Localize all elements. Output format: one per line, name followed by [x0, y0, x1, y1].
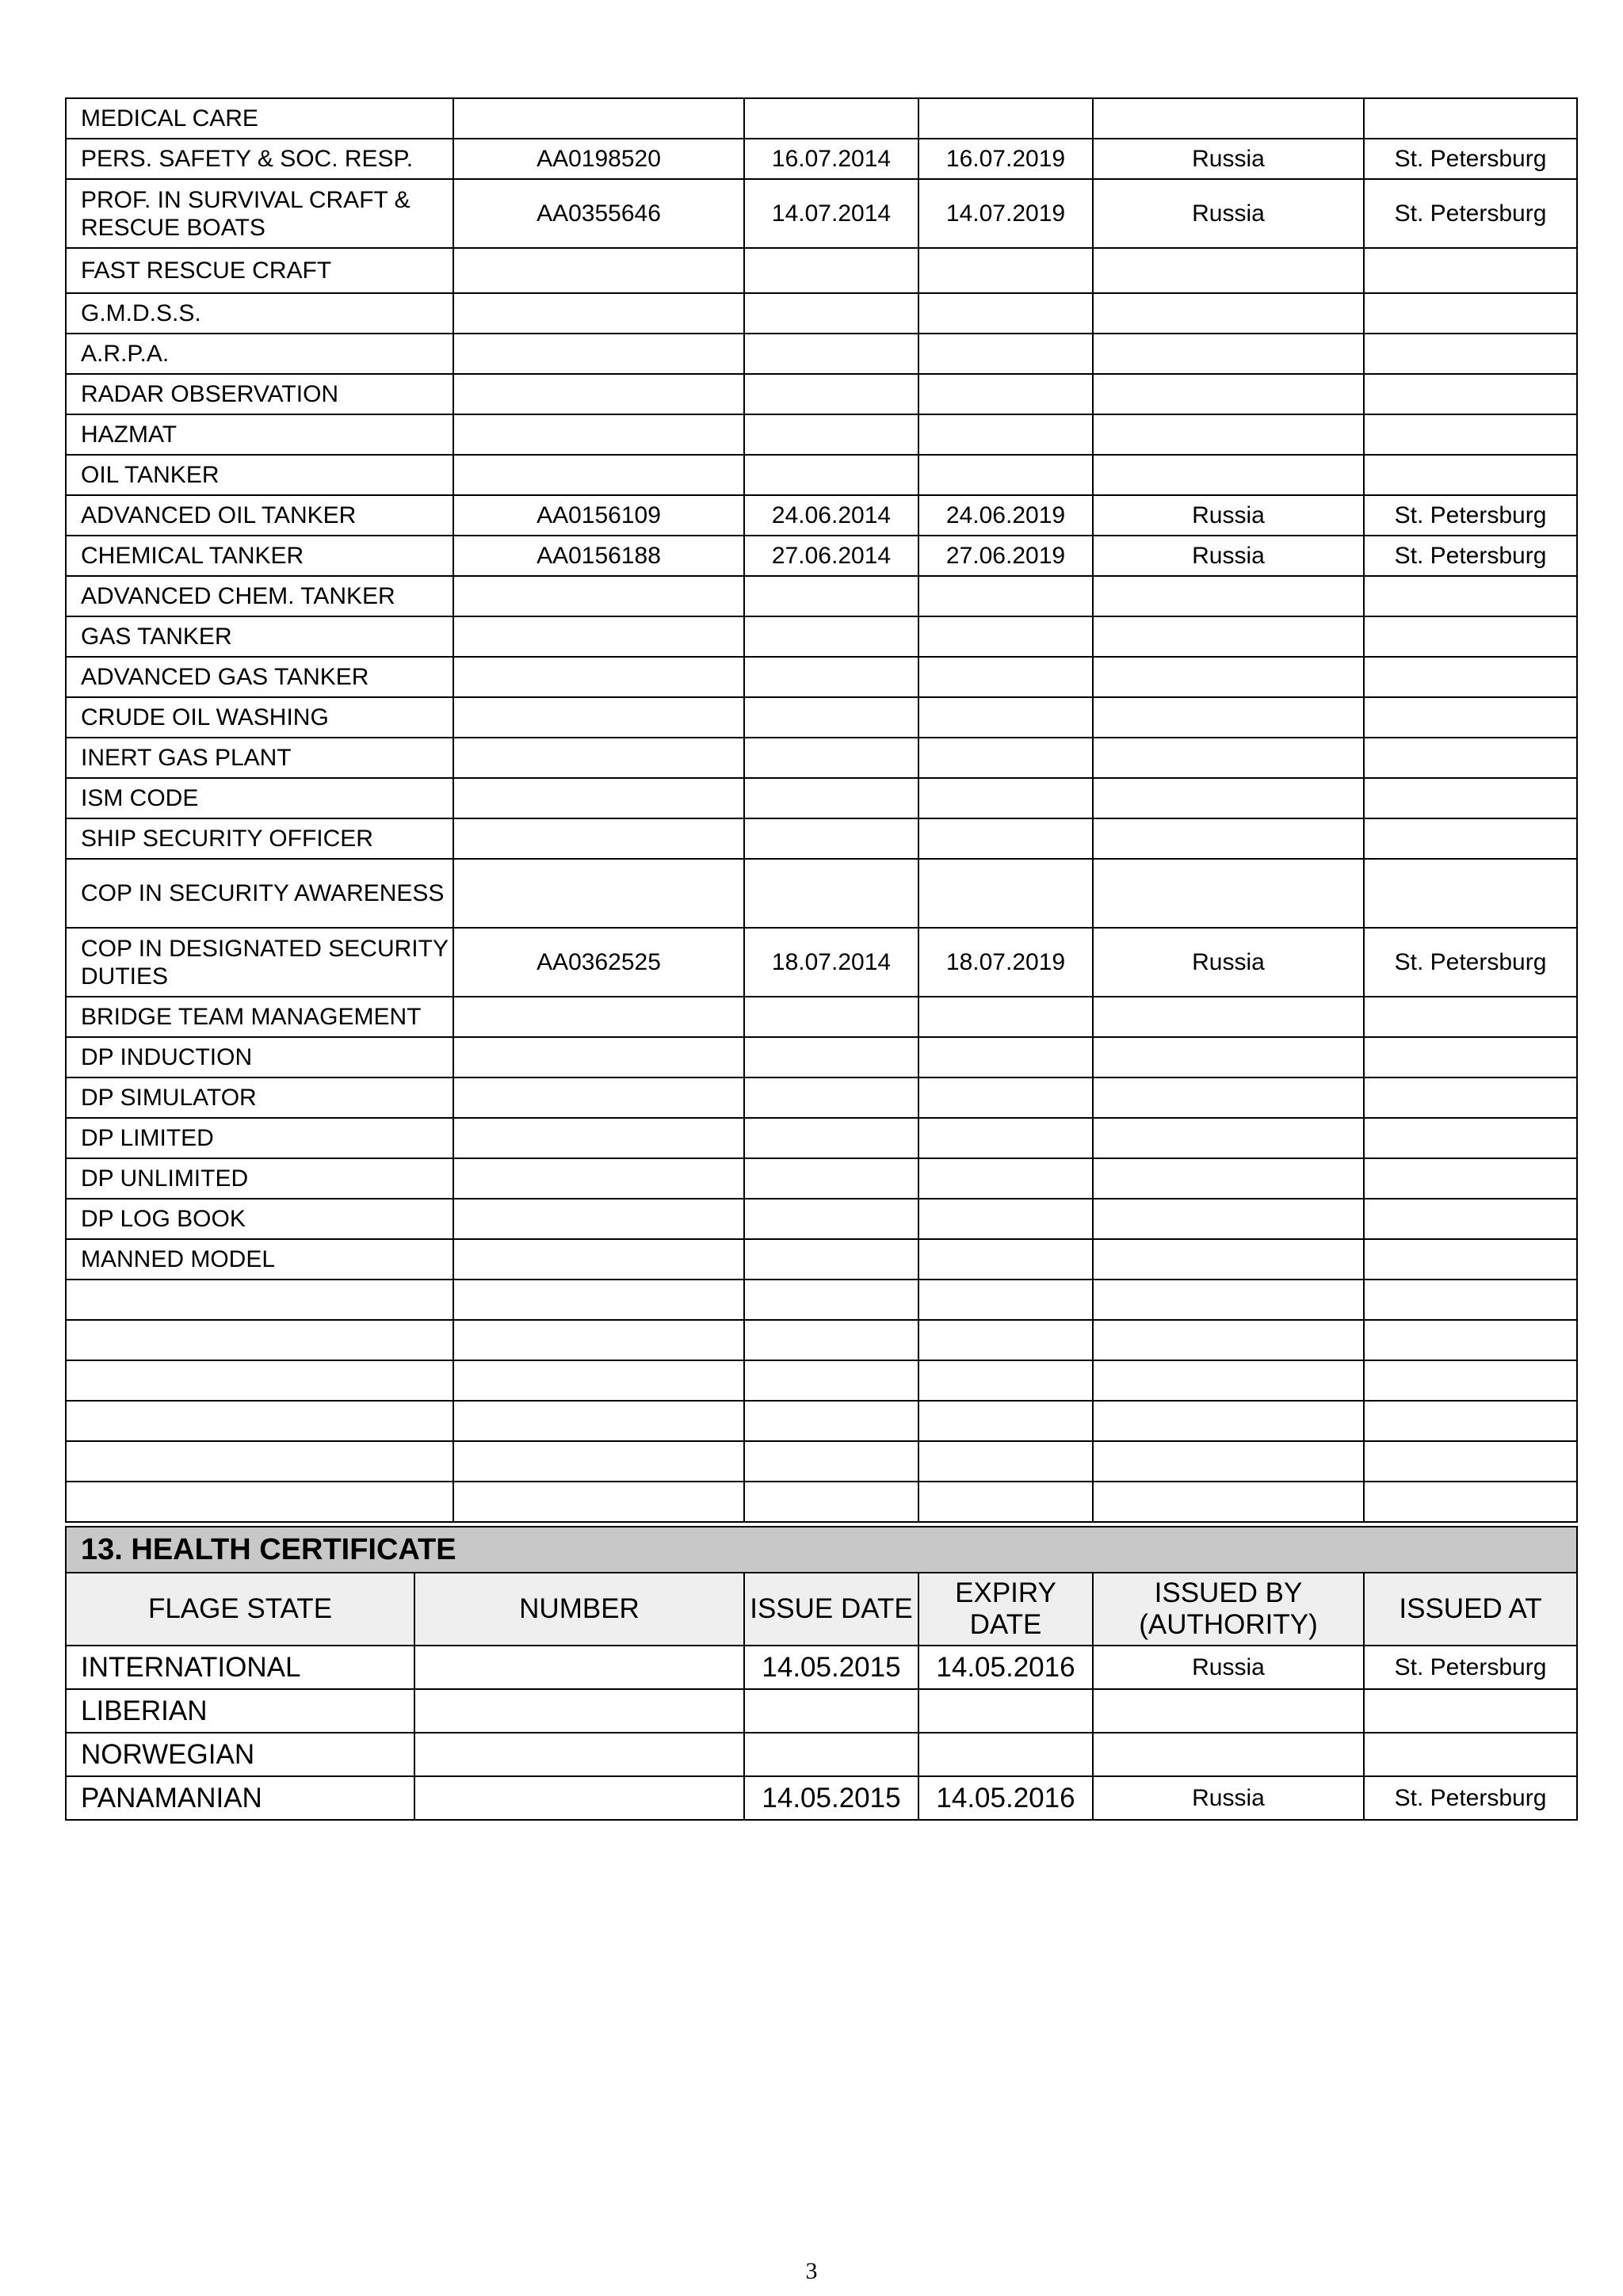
table-row: [66, 576, 1577, 616]
table-row: [66, 1689, 1577, 1733]
issued-by: [1093, 1118, 1364, 1158]
issued-by: [1093, 697, 1364, 738]
issued-at: [1364, 1360, 1577, 1401]
issued-by: [1093, 1199, 1364, 1239]
expiry-date: [918, 1118, 1093, 1158]
expiry-date: [918, 1689, 1093, 1733]
certificate-number: [453, 997, 744, 1037]
expiry-date: [918, 1158, 1093, 1199]
issue-date: [744, 1689, 918, 1733]
expiry-date: [918, 1239, 1093, 1280]
expiry-date: [918, 1360, 1093, 1401]
training-name: ADVANCED OIL TANKER: [66, 495, 453, 536]
training-name: COP IN DESIGNATED SECURITY DUTIES: [66, 928, 453, 997]
table-row: [66, 928, 1577, 997]
issued-by: [1093, 414, 1364, 455]
column-header-row: [66, 1573, 1577, 1646]
certificate-number: [453, 1401, 744, 1441]
training-name: CRUDE OIL WASHING: [66, 697, 453, 738]
training-name: [66, 1360, 453, 1401]
training-name: GAS TANKER: [66, 616, 453, 657]
issue-date: 14.07.2014: [744, 179, 918, 248]
table-row: [66, 1441, 1577, 1482]
certificate-number: [453, 738, 744, 778]
certificate-number: [453, 818, 744, 859]
section-title: 13. HEALTH CERTIFICATE: [66, 1527, 1577, 1573]
training-name: COP IN SECURITY AWARENESS: [66, 859, 453, 928]
table-row: [66, 697, 1577, 738]
issued-by: [1093, 1239, 1364, 1280]
training-name: SHIP SECURITY OFFICER: [66, 818, 453, 859]
issue-date: [744, 738, 918, 778]
table-row: [66, 1037, 1577, 1077]
issue-date: [744, 1239, 918, 1280]
certificate-number: [453, 1199, 744, 1239]
table-row: [66, 536, 1577, 576]
certificate-number: [453, 414, 744, 455]
issue-date: [744, 1401, 918, 1441]
issued-at: [1364, 1401, 1577, 1441]
issued-at: [1364, 374, 1577, 414]
issued-at: [1364, 616, 1577, 657]
expiry-date: [918, 455, 1093, 495]
issued-at: [1364, 1077, 1577, 1118]
issued-by: [1093, 738, 1364, 778]
training-name: [66, 1401, 453, 1441]
issued-by: [1093, 1320, 1364, 1360]
table-row: [66, 859, 1577, 928]
table-row: [66, 248, 1577, 293]
issue-date: [744, 1077, 918, 1118]
issue-date: [744, 1441, 918, 1482]
certificate-number: [453, 374, 744, 414]
table-row: [66, 495, 1577, 536]
table-row: [66, 1360, 1577, 1401]
issue-date: [744, 576, 918, 616]
issue-date: [744, 455, 918, 495]
issue-date: [744, 1118, 918, 1158]
issued-by: [1093, 1482, 1364, 1522]
issued-at: [1364, 1482, 1577, 1522]
certificate-number: [414, 1733, 744, 1776]
issued-at: St. Petersburg: [1364, 928, 1577, 997]
table-row: [66, 1158, 1577, 1199]
expiry-date: [918, 697, 1093, 738]
certificate-number: [453, 1077, 744, 1118]
table-row: [66, 657, 1577, 697]
table-row: [66, 1482, 1577, 1522]
issue-date: 24.06.2014: [744, 495, 918, 536]
expiry-date: 18.07.2019: [918, 928, 1093, 997]
issue-date: [744, 697, 918, 738]
table-row: [66, 1733, 1577, 1776]
expiry-date: 24.06.2019: [918, 495, 1093, 536]
certificate-number: [453, 334, 744, 374]
training-certificates-table: [65, 97, 1578, 1523]
issued-at: [1364, 98, 1577, 139]
training-name: DP LOG BOOK: [66, 1199, 453, 1239]
issued-by: [1093, 616, 1364, 657]
col-header-number: NUMBER: [414, 1573, 744, 1646]
table-row: [66, 98, 1577, 139]
training-name: CHEMICAL TANKER: [66, 536, 453, 576]
issue-date: [744, 1199, 918, 1239]
issued-at: [1364, 248, 1577, 293]
issued-by: [1093, 293, 1364, 334]
certificate-number: [453, 657, 744, 697]
issue-date: 16.07.2014: [744, 139, 918, 179]
table-row: [66, 1077, 1577, 1118]
issued-by: [1093, 657, 1364, 697]
issued-by: [1093, 997, 1364, 1037]
certificate-number: [453, 1320, 744, 1360]
issue-date: [744, 1280, 918, 1320]
issued-at: St. Petersburg: [1364, 179, 1577, 248]
expiry-date: [918, 1482, 1093, 1522]
certificate-number: [453, 293, 744, 334]
training-name: HAZMAT: [66, 414, 453, 455]
issued-at: [1364, 697, 1577, 738]
table-row: [66, 1646, 1577, 1689]
issued-at: [1364, 1441, 1577, 1482]
table-row: [66, 1280, 1577, 1320]
table-row: [66, 293, 1577, 334]
issued-by: [1093, 818, 1364, 859]
issued-by: [1093, 1401, 1364, 1441]
expiry-date: 14.05.2016: [918, 1776, 1093, 1820]
col-header-issued-at: ISSUED AT: [1364, 1573, 1577, 1646]
training-name: [66, 1441, 453, 1482]
issued-at: [1364, 1280, 1577, 1320]
certificate-number: [453, 1280, 744, 1320]
issue-date: [744, 616, 918, 657]
training-name: ADVANCED CHEM. TANKER: [66, 576, 453, 616]
issued-at: [1364, 1320, 1577, 1360]
issue-date: [744, 1037, 918, 1077]
issued-at: [1364, 1689, 1577, 1733]
expiry-date: [918, 1037, 1093, 1077]
issued-at: [1364, 859, 1577, 928]
issue-date: [744, 1320, 918, 1360]
expiry-date: 14.07.2019: [918, 179, 1093, 248]
table-row: [66, 139, 1577, 179]
issue-date: 27.06.2014: [744, 536, 918, 576]
expiry-date: [918, 778, 1093, 818]
issue-date: [744, 1360, 918, 1401]
training-name: PERS. SAFETY & SOC. RESP.: [66, 139, 453, 179]
certificate-number: [414, 1646, 744, 1689]
issue-date: [744, 334, 918, 374]
issued-at: [1364, 1239, 1577, 1280]
expiry-date: [918, 1199, 1093, 1239]
issue-date: [744, 374, 918, 414]
expiry-date: [918, 818, 1093, 859]
health-certificate-table: [65, 1526, 1578, 1821]
certificate-number: AA0198520: [453, 139, 744, 179]
training-name: OIL TANKER: [66, 455, 453, 495]
issue-date: 14.05.2015: [744, 1646, 918, 1689]
section-header-row: [66, 1527, 1577, 1573]
issued-at: [1364, 1199, 1577, 1239]
training-name: RADAR OBSERVATION: [66, 374, 453, 414]
issue-date: [744, 657, 918, 697]
training-name: BRIDGE TEAM MANAGEMENT: [66, 997, 453, 1037]
table-row: [66, 414, 1577, 455]
issued-at: [1364, 657, 1577, 697]
expiry-date: [918, 414, 1093, 455]
issue-date: [744, 414, 918, 455]
issued-by: Russia: [1093, 1646, 1364, 1689]
certificate-number: AA0362525: [453, 928, 744, 997]
table-row: [66, 1320, 1577, 1360]
table-row: [66, 738, 1577, 778]
issued-at: [1364, 576, 1577, 616]
issue-date: [744, 1482, 918, 1522]
expiry-date: [918, 1441, 1093, 1482]
certificate-number: [414, 1689, 744, 1733]
expiry-date: 16.07.2019: [918, 139, 1093, 179]
expiry-date: [918, 248, 1093, 293]
issued-by: [1093, 455, 1364, 495]
col-header-expiry-date: EXPIRY DATE: [918, 1573, 1093, 1646]
expiry-date: [918, 1077, 1093, 1118]
issued-at: [1364, 778, 1577, 818]
training-name: A.R.P.A.: [66, 334, 453, 374]
table-row: [66, 374, 1577, 414]
training-name: DP LIMITED: [66, 1118, 453, 1158]
certificate-number: AA0156188: [453, 536, 744, 576]
issue-date: [744, 818, 918, 859]
col-header-issue-date: ISSUE DATE: [744, 1573, 918, 1646]
issue-date: 18.07.2014: [744, 928, 918, 997]
issue-date: [744, 293, 918, 334]
issued-by: [1093, 1077, 1364, 1118]
certificate-number: [453, 1441, 744, 1482]
certificate-number: [453, 98, 744, 139]
issued-at: [1364, 818, 1577, 859]
expiry-date: [918, 616, 1093, 657]
certificate-number: [453, 1482, 744, 1522]
certificate-number: AA0156109: [453, 495, 744, 536]
certificate-number: [414, 1776, 744, 1820]
issued-at: [1364, 1037, 1577, 1077]
issue-date: [744, 98, 918, 139]
table-row: [66, 778, 1577, 818]
issued-by: Russia: [1093, 179, 1364, 248]
issued-at: St. Petersburg: [1364, 536, 1577, 576]
table-row: [66, 455, 1577, 495]
expiry-date: [918, 1320, 1093, 1360]
issued-at: [1364, 334, 1577, 374]
certificate-number: [453, 778, 744, 818]
issued-by: [1093, 1689, 1364, 1733]
expiry-date: [918, 859, 1093, 928]
issued-by: [1093, 1441, 1364, 1482]
training-name: MEDICAL CARE: [66, 98, 453, 139]
issued-at: [1364, 738, 1577, 778]
issued-by: [1093, 374, 1364, 414]
training-name: ISM CODE: [66, 778, 453, 818]
issued-by: [1093, 98, 1364, 139]
certificate-number: [453, 1037, 744, 1077]
expiry-date: [918, 997, 1093, 1037]
training-name: MANNED MODEL: [66, 1239, 453, 1280]
issued-by: [1093, 859, 1364, 928]
certificate-number: [453, 1360, 744, 1401]
issued-at: St. Petersburg: [1364, 1646, 1577, 1689]
issued-by: Russia: [1093, 536, 1364, 576]
flag-state: LIBERIAN: [66, 1689, 414, 1733]
issue-date: [744, 778, 918, 818]
training-name: DP INDUCTION: [66, 1037, 453, 1077]
issued-by: [1093, 778, 1364, 818]
page-number: 3: [805, 2258, 818, 2284]
expiry-date: [918, 98, 1093, 139]
issued-by: Russia: [1093, 928, 1364, 997]
flag-state: PANAMANIAN: [66, 1776, 414, 1820]
certificate-number: [453, 697, 744, 738]
training-name: DP UNLIMITED: [66, 1158, 453, 1199]
certificate-number: AA0355646: [453, 179, 744, 248]
issued-by: [1093, 1733, 1364, 1776]
flag-state: INTERNATIONAL: [66, 1646, 414, 1689]
issued-by: Russia: [1093, 495, 1364, 536]
certificate-number: [453, 248, 744, 293]
issued-by: [1093, 576, 1364, 616]
col-header-issued-by: ISSUED BY (AUTHORITY): [1093, 1573, 1364, 1646]
issued-at: St. Petersburg: [1364, 495, 1577, 536]
certificate-number: [453, 455, 744, 495]
table-row: [66, 818, 1577, 859]
issue-date: 14.05.2015: [744, 1776, 918, 1820]
issued-by: Russia: [1093, 139, 1364, 179]
issued-by: [1093, 1158, 1364, 1199]
issue-date: [744, 1733, 918, 1776]
table-row: [66, 997, 1577, 1037]
table-row: [66, 1401, 1577, 1441]
expiry-date: [918, 576, 1093, 616]
col-header-flag-state: FLAGE STATE: [66, 1573, 414, 1646]
expiry-date: 14.05.2016: [918, 1646, 1093, 1689]
expiry-date: [918, 1733, 1093, 1776]
issue-date: [744, 1158, 918, 1199]
issued-at: [1364, 1158, 1577, 1199]
certificate-number: [453, 1158, 744, 1199]
training-name: G.M.D.S.S.: [66, 293, 453, 334]
table-row: [66, 1118, 1577, 1158]
certificate-number: [453, 576, 744, 616]
certificate-number: [453, 1118, 744, 1158]
certificate-number: [453, 859, 744, 928]
training-name: ADVANCED GAS TANKER: [66, 657, 453, 697]
training-name: FAST RESCUE CRAFT: [66, 248, 453, 293]
table-row: [66, 1199, 1577, 1239]
training-name: PROF. IN SURVIVAL CRAFT & RESCUE BOATS: [66, 179, 453, 248]
training-name: [66, 1280, 453, 1320]
training-name: DP SIMULATOR: [66, 1077, 453, 1118]
issued-at: [1364, 414, 1577, 455]
expiry-date: [918, 374, 1093, 414]
issue-date: [744, 859, 918, 928]
expiry-date: 27.06.2019: [918, 536, 1093, 576]
issued-at: [1364, 293, 1577, 334]
issued-at: [1364, 1733, 1577, 1776]
table-row: [66, 616, 1577, 657]
expiry-date: [918, 334, 1093, 374]
training-name: INERT GAS PLANT: [66, 738, 453, 778]
issued-by: Russia: [1093, 1776, 1364, 1820]
issued-at: St. Petersburg: [1364, 139, 1577, 179]
certificate-number: [453, 1239, 744, 1280]
expiry-date: [918, 1280, 1093, 1320]
issued-by: [1093, 1037, 1364, 1077]
table-row: [66, 179, 1577, 248]
issue-date: [744, 997, 918, 1037]
expiry-date: [918, 738, 1093, 778]
certificate-number: [453, 616, 744, 657]
flag-state: NORWEGIAN: [66, 1733, 414, 1776]
training-name: [66, 1482, 453, 1522]
issue-date: [744, 248, 918, 293]
expiry-date: [918, 293, 1093, 334]
issued-by: [1093, 334, 1364, 374]
expiry-date: [918, 1401, 1093, 1441]
issued-by: [1093, 248, 1364, 293]
issued-at: St. Petersburg: [1364, 1776, 1577, 1820]
issued-by: [1093, 1280, 1364, 1320]
table-row: [66, 334, 1577, 374]
table-row: [66, 1776, 1577, 1820]
issued-at: [1364, 997, 1577, 1037]
training-name: [66, 1320, 453, 1360]
issued-at: [1364, 1118, 1577, 1158]
issued-by: [1093, 1360, 1364, 1401]
table-row: [66, 1239, 1577, 1280]
issued-at: [1364, 455, 1577, 495]
expiry-date: [918, 657, 1093, 697]
